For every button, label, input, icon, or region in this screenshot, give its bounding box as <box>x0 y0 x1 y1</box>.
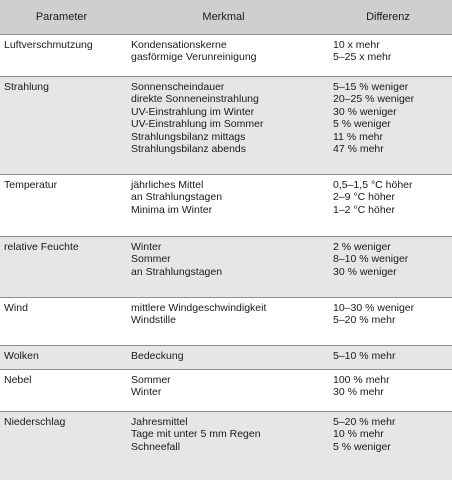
merkmal-item: Bedeckung <box>131 350 184 362</box>
merkmal-item: an Strahlungstagen <box>131 265 223 278</box>
differenz-item: 0,5–1,5 °C höher <box>333 179 413 191</box>
row-parameter: Wind <box>4 302 28 314</box>
merkmal-item: Winter <box>131 386 162 399</box>
header-parameter: Parameter <box>35 11 88 23</box>
row-merkmal-list <box>131 179 333 236</box>
differenz-item: 30 % weniger <box>333 265 397 278</box>
differenz-item: 30 % mehr <box>333 386 384 399</box>
differenz-item: 5 % weniger <box>333 118 391 131</box>
row-differenz-list <box>333 81 452 174</box>
merkmal-item: an Strahlungstagen <box>131 191 223 204</box>
differenz-item: 5–20 % mehr <box>333 314 396 327</box>
row-differenz-list <box>333 302 452 345</box>
differenz-item: 10–30 % weniger <box>333 302 415 314</box>
merkmal-item: gasförmige Verunreinigung <box>131 51 257 64</box>
row-parameter: Temperatur <box>4 179 58 191</box>
differenz-item: 10 x mehr <box>333 39 380 51</box>
row-merkmal-list <box>131 374 333 411</box>
merkmal-item: Strahlungsbilanz abends <box>131 143 246 156</box>
row-merkmal-list <box>131 416 333 480</box>
differenz-item: 100 % mehr <box>333 374 390 386</box>
header-differenz: Differenz <box>366 11 410 23</box>
merkmal-item: Windstille <box>131 314 176 327</box>
row-differenz-list <box>333 350 452 369</box>
differenz-item: 1–2 °C höher <box>333 203 395 216</box>
merkmal-item: Strahlungsbilanz mittags <box>131 130 246 143</box>
merkmal-item: direkte Sonneneinstrahlung <box>131 93 259 106</box>
table-body <box>0 34 452 480</box>
row-parameter: Niederschlag <box>4 416 66 428</box>
differenz-item: 10 % mehr <box>333 428 384 441</box>
row-differenz-list <box>333 39 452 76</box>
merkmal-item: UV-Einstrahlung im Sommer <box>131 118 264 131</box>
row-merkmal-list <box>131 350 333 369</box>
differenz-item: 8–10 % weniger <box>333 253 409 266</box>
table-row <box>0 236 452 297</box>
table-row <box>0 345 452 369</box>
row-differenz-list <box>333 179 452 236</box>
differenz-item: 5–10 % mehr <box>333 350 396 362</box>
merkmal-item: Sommer <box>131 374 171 386</box>
merkmal-item: mittlere Windgeschwindigkeit <box>131 302 267 314</box>
row-merkmal-list <box>131 39 333 76</box>
table-row <box>0 76 452 174</box>
differenz-item: 2 % weniger <box>333 241 391 253</box>
row-parameter: relative Feuchte <box>4 241 79 253</box>
row-parameter: Nebel <box>4 374 32 386</box>
table-row <box>0 369 452 411</box>
differenz-item: 20–25 % weniger <box>333 93 415 106</box>
row-parameter: Strahlung <box>4 81 49 93</box>
row-merkmal-list <box>131 241 333 297</box>
row-differenz-list <box>333 416 452 480</box>
merkmal-item: Schneefall <box>131 440 181 453</box>
row-merkmal-list <box>131 81 333 174</box>
differenz-item: 5–25 x mehr <box>333 51 392 64</box>
merkmal-item: Minima im Winter <box>131 203 213 216</box>
table-header <box>0 0 452 34</box>
header-merkmal: Merkmal <box>202 11 245 23</box>
differenz-item: 2–9 °C höher <box>333 191 395 204</box>
merkmal-item: Sommer <box>131 253 171 266</box>
row-parameter: Wolken <box>4 350 39 362</box>
merkmal-item: jährliches Mittel <box>131 179 204 191</box>
differenz-item: 5–15 % weniger <box>333 81 409 93</box>
row-differenz-list <box>333 241 452 297</box>
merkmal-item: Kondensationskerne <box>131 39 227 51</box>
row-merkmal-list <box>131 302 333 345</box>
merkmal-item: Winter <box>131 241 162 253</box>
table-row <box>0 174 452 236</box>
differenz-item: 5–20 % mehr <box>333 416 396 428</box>
table-row <box>0 297 452 345</box>
merkmal-item: UV-Einstrahlung im Winter <box>131 105 255 118</box>
merkmal-item: Sonnenscheindauer <box>131 81 225 93</box>
differenz-item: 30 % weniger <box>333 105 397 118</box>
table-row <box>0 34 452 76</box>
row-differenz-list <box>333 374 452 411</box>
differenz-item: 5 % weniger <box>333 440 391 453</box>
merkmal-item: Tage mit unter 5 mm Regen <box>131 428 261 441</box>
merkmal-item: Jahresmittel <box>131 416 188 428</box>
differenz-item: 47 % mehr <box>333 143 384 156</box>
row-parameter: Luftverschmutzung <box>4 39 93 51</box>
differenz-item: 11 % mehr <box>333 130 383 143</box>
